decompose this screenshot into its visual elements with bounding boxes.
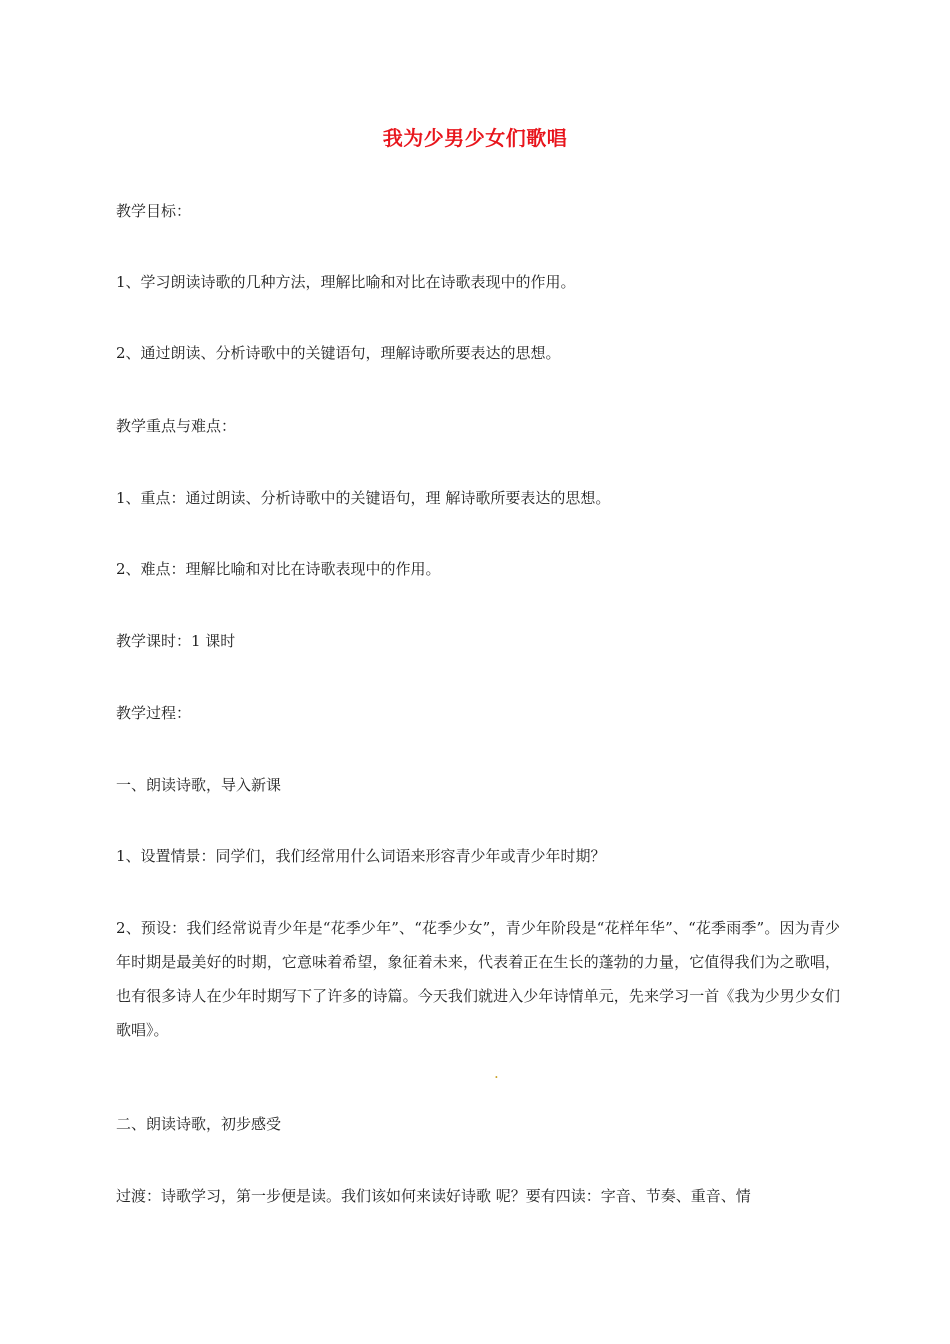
section-heading-2: 二、朗读诗歌，初步感受: [116, 1115, 282, 1133]
class-hours: 教学课时：1 课时: [116, 632, 236, 650]
key-point-2: 2、难点：理解比喻和对比在诗歌表现中的作用。: [116, 560, 441, 578]
key-points-heading: 教学重点与难点：: [116, 417, 237, 435]
transition-text: 过渡：诗歌学习，第一步便是读。我们该如何来读好诗歌 呢？要有四读：字音、节奏、重音、情: [116, 1187, 751, 1205]
stray-mark: .: [494, 1064, 499, 1082]
goals-heading: 教学目标：: [116, 202, 192, 220]
process-heading: 教学过程：: [116, 704, 192, 722]
step-1: 1、设置情景：同学们，我们经常用什么词语来形容青少年或青少年时期？: [116, 847, 606, 865]
step-2-paragraph: 2、预设：我们经常说青少年是“花季少年”、“花季少女”，青少年阶段是“花样年华”、“花季雨季”。因为青少年时期是最美好的时期，它意味着希望，象征着未来，代表着正在生长的蓬勃的力量，它值得我们为之歌唱，也有很多诗人在少年时期写下了许多的诗篇。今天我们就进入少年诗情单元，先来学习一首《我为少男少女们歌唱》。: [116, 919, 840, 1039]
goal-item-2: 2、通过朗读、分析诗歌中的关键语句，理解诗歌所要表达的思想。: [116, 344, 561, 362]
key-point-1: 1、重点：通过朗读、分析诗歌中的关键语句，理 解诗歌所要表达的思想。: [116, 489, 611, 507]
goal-item-1: 1、学习朗读诗歌的几种方法，理解比喻和对比在诗歌表现中的作用。: [116, 273, 576, 291]
document-title: 我为少男少女们歌唱: [382, 126, 568, 150]
section-heading-1: 一、朗读诗歌，导入新课: [116, 776, 282, 794]
